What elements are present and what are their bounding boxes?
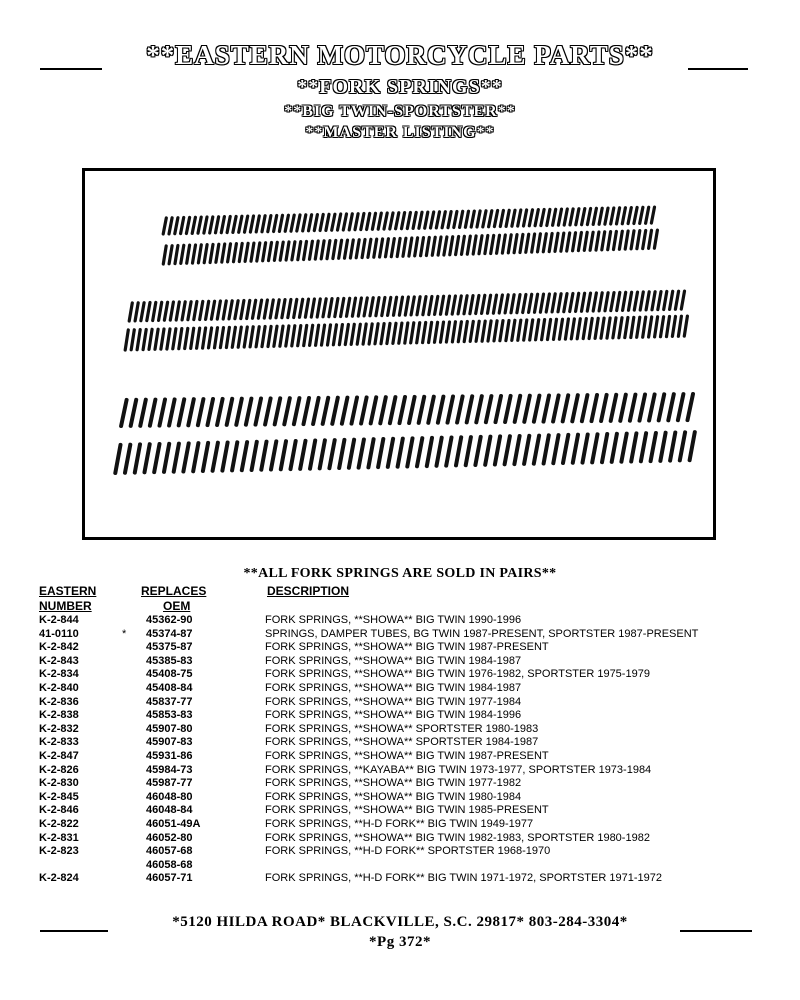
eastern-number: K-2-830 [39,777,79,790]
row-marker: * [122,627,127,640]
subtitle-master-listing: **MASTER LISTING** [305,124,495,141]
eastern-number: K-2-846 [39,804,79,817]
table-row [0,791,800,805]
oem-number: 45931-86 [146,750,193,762]
table-row [0,859,800,873]
oem-number: 45408-75 [146,668,193,681]
spring-icon [121,394,693,426]
description: FORK SPRINGS, **KAYABA** BIG TWIN 1973-1977, SPORTSTER 1973-1984 [265,763,652,776]
page-title: **EASTERN MOTORCYCLE PARTS** [146,40,654,70]
page-number: *Pg 372* [369,934,431,950]
col-header-oem: OEM [163,599,191,613]
description: FORK SPRINGS, **SHOWA** BIG TWIN 1987-PRESENT [265,641,549,654]
description: FORK SPRINGS, **SHOWA** BIG TWIN 1984-1996 [265,709,522,722]
footer-address: *5120 HILDA ROAD* BLACKVILLE, S.C. 29817* 803-284-3304* [172,914,628,930]
oem-number: 46048-80 [146,790,193,803]
sold-in-pairs-note: **ALL FORK SPRINGS ARE SOLD IN PAIRS** [243,566,557,581]
description: FORK SPRINGS, **SHOWA** BIG TWIN 1982-1983, SPORTSTER 1980-1982 [265,831,650,844]
table-row [0,709,800,723]
table-row [0,641,800,655]
description: FORK SPRINGS, **SHOWA** BIG TWIN 1980-1984 [265,790,522,803]
eastern-number: K-2-826 [39,763,79,776]
eastern-number: K-2-836 [39,695,79,708]
eastern-number: K-2-824 [39,872,79,885]
description: FORK SPRINGS, **H-D FORK** SPORTSTER 1968-1970 [265,845,551,858]
table-row [0,872,800,886]
table-row [0,832,800,846]
oem-number: 45907-83 [146,736,193,749]
table-row [0,723,800,737]
spring-icon [163,230,657,264]
oem-number: 45408-84 [146,682,193,694]
col-header-replaces: REPLACES [141,584,207,598]
oem-number: 46051-49A [146,818,201,830]
eastern-number: K-2-840 [39,682,79,694]
oem-number: 45837-77 [146,695,193,708]
eastern-number: K-2-832 [39,722,79,735]
eastern-number: K-2-838 [39,709,79,722]
table-row [0,818,800,832]
eastern-number: K-2-822 [39,818,79,830]
table-row [0,764,800,778]
subtitle-fork-springs: **FORK SPRINGS** [297,76,503,98]
springs-illustration [85,171,713,537]
description: SPRINGS, DAMPER TUBES, BG TWIN 1987-PRESENT, SPORTSTER 1987-PRESENT [265,627,699,640]
oem-number: 45853-83 [146,709,193,722]
description: FORK SPRINGS, **H-D FORK** BIG TWIN 1949-1977 [265,818,534,830]
oem-number: 46052-80 [146,831,193,844]
table-row [0,614,800,628]
oem-number: 45385-83 [146,654,193,667]
spring-icon [125,316,687,350]
oem-number: 46058-68 [146,858,193,871]
table-row [0,777,800,791]
spring-icon [129,291,684,321]
description: FORK SPRINGS, **SHOWA** SPORTSTER 1984-1987 [265,736,539,749]
table-row [0,655,800,669]
table-row [0,845,800,859]
spring-icon [163,207,654,234]
oem-number: 45907-80 [146,722,193,735]
oem-number: 46048-84 [146,804,193,817]
eastern-number: K-2-843 [39,654,79,667]
oem-number: 45987-77 [146,777,193,790]
description: FORK SPRINGS, **SHOWA** BIG TWIN 1984-1987 [265,682,522,694]
table-row [0,804,800,818]
oem-number: 45984-73 [146,763,193,776]
eastern-number: K-2-847 [39,750,79,762]
description: FORK SPRINGS, **SHOWA** BIG TWIN 1987-PRESENT [265,750,549,762]
description: FORK SPRINGS, **SHOWA** BIG TWIN 1977-1984 [265,695,522,708]
oem-number: 45375-87 [146,641,193,654]
description: FORK SPRINGS, **SHOWA** BIG TWIN 1977-1982 [265,777,522,790]
description: FORK SPRINGS, **SHOWA** BIG TWIN 1976-1982, SPORTSTER 1975-1979 [265,668,650,681]
table-row [0,750,800,764]
description: FORK SPRINGS, **SHOWA** BIG TWIN 1985-PRESENT [265,804,549,817]
oem-number: 46057-68 [146,845,193,858]
table-row [0,736,800,750]
oem-number: 45374-87 [146,627,193,640]
table-row [0,628,800,642]
spring-icon [115,432,695,473]
fork-springs-photo [82,168,716,540]
col-header-description: DESCRIPTION [267,584,350,598]
eastern-number: K-2-844 [39,614,79,626]
subtitle-big-twin-sportster: **BIG TWIN-SPORTSTER** [284,103,516,120]
table-row [0,696,800,710]
eastern-number: 41-0110 [39,627,79,640]
eastern-number: K-2-842 [39,641,79,654]
oem-number: 46057-71 [146,872,193,885]
eastern-number: K-2-834 [39,668,79,681]
eastern-number: K-2-833 [39,736,79,749]
table-row [0,668,800,682]
col-header-eastern: EASTERN [39,584,97,598]
oem-number: 45362-90 [146,614,193,626]
eastern-number: K-2-823 [39,845,79,858]
description: FORK SPRINGS, **SHOWA** SPORTSTER 1980-1983 [265,722,539,735]
eastern-number: K-2-845 [39,790,79,803]
table-row [0,682,800,696]
description: FORK SPRINGS, **SHOWA** BIG TWIN 1990-1996 [265,614,522,626]
description: FORK SPRINGS, **SHOWA** BIG TWIN 1984-1987 [265,654,522,667]
eastern-number: K-2-831 [39,831,79,844]
description: FORK SPRINGS, **H-D FORK** BIG TWIN 1971-1972, SPORTSTER 1971-1972 [265,872,662,885]
col-header-number: NUMBER [39,599,92,613]
